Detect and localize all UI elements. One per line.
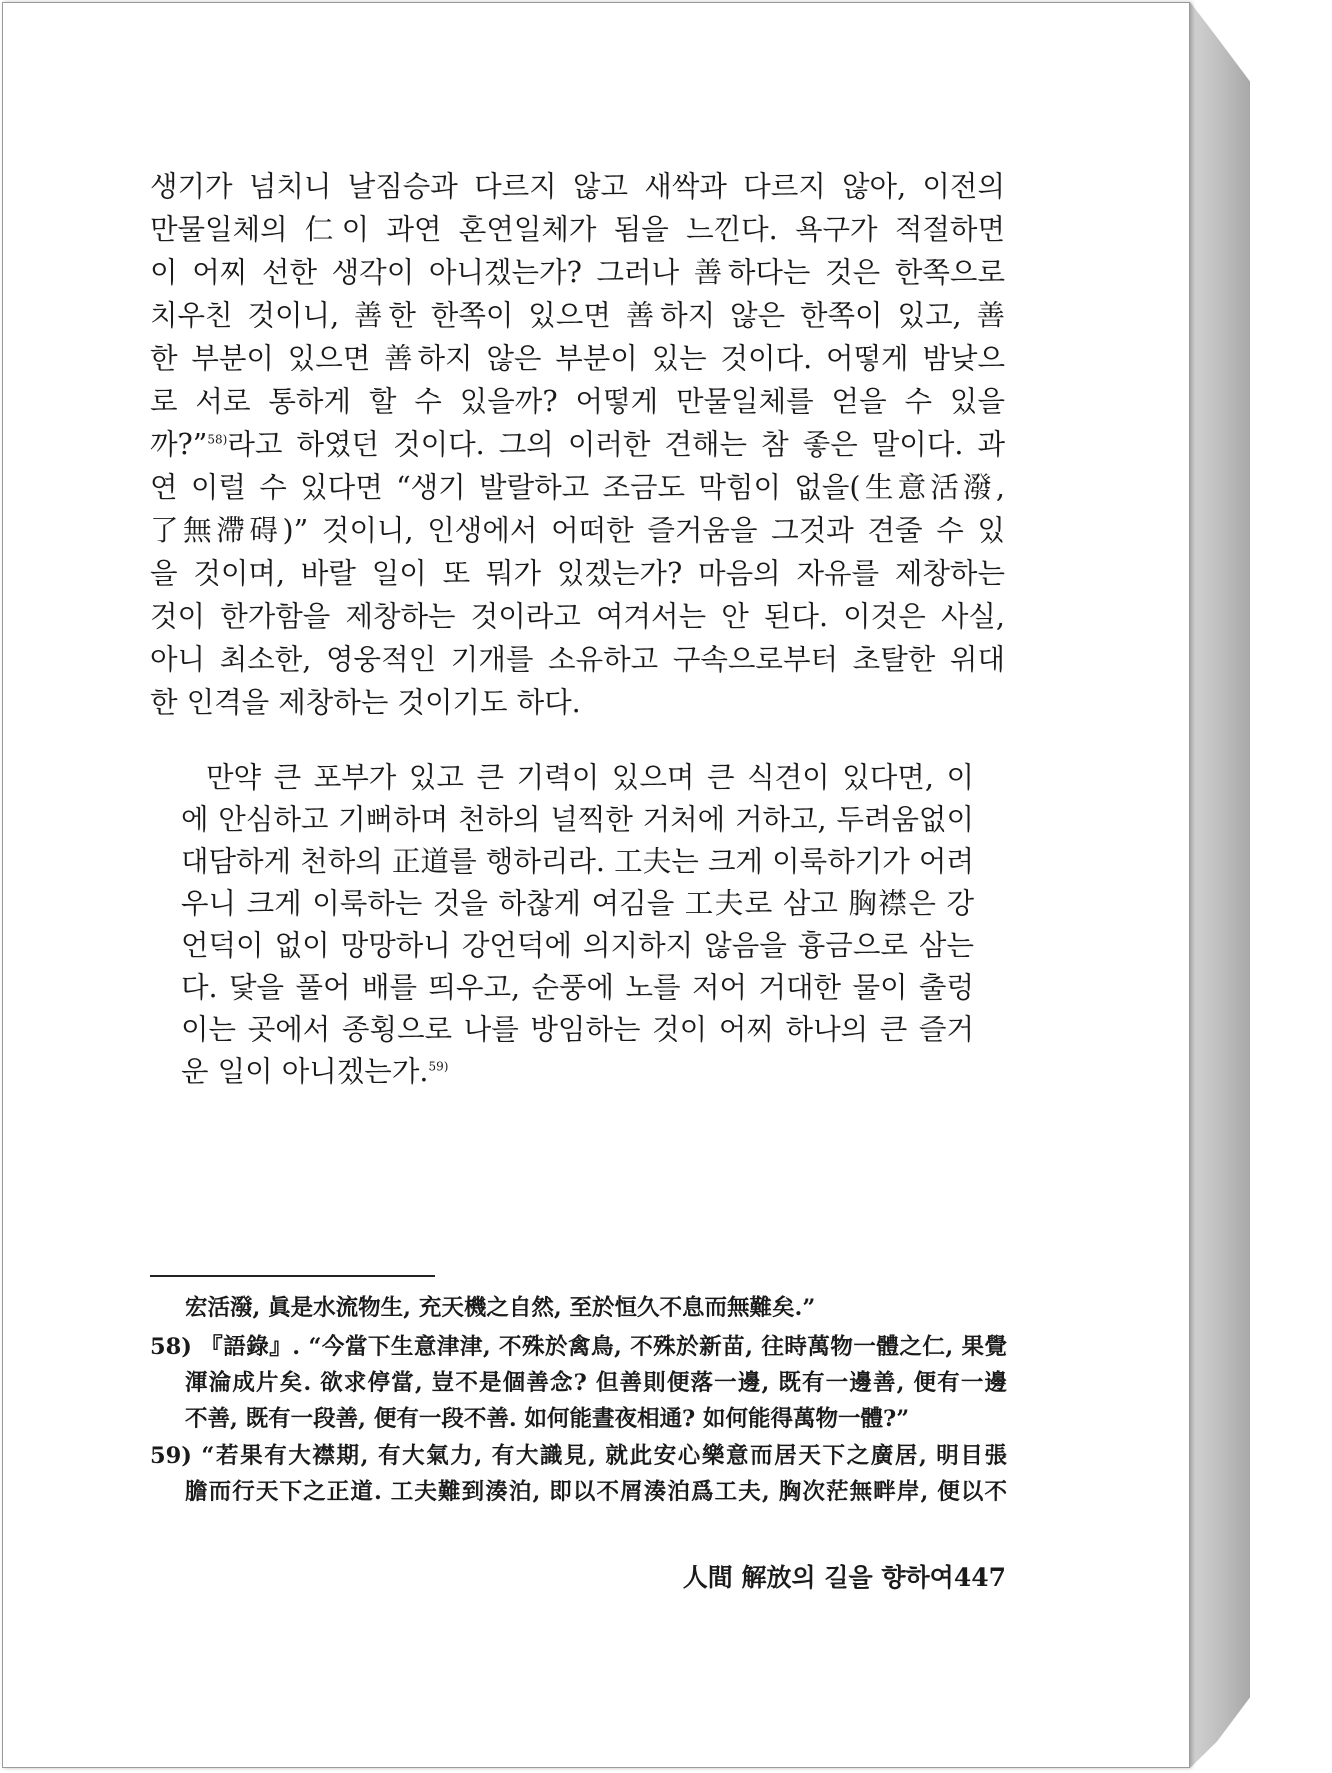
body-line: 것이 한가함을 제창하는 것이라고 여겨서는 안 된다. 이것은 사실, [150, 600, 1005, 633]
body-text: 까?” [150, 428, 208, 461]
quote-line: 만약 큰 포부가 있고 큰 기력이 있으며 큰 식견이 있다면, 이 [206, 761, 974, 794]
quote-line: 이는 곳에서 종횡으로 나를 방임하는 것이 어찌 하나의 큰 즐거 [181, 1013, 974, 1046]
body-line: 연 이럴 수 있다면 “생기 발랄하고 조금도 막힘이 없을(生意活潑, [150, 471, 1005, 504]
body-line: 만물일체의 仁이 과연 혼연일체가 됨을 느낀다. 욕구가 적절하면 [150, 213, 1005, 246]
footnote-59-line: 59) “若果有大襟期, 有大氣力, 有大識見, 就此安心樂意而居天下之廣居, 明目張 [150, 1443, 1007, 1469]
body-line: 생기가 넘치니 날짐승과 다르지 않고 새싹과 다르지 않아, 이전의 [150, 170, 1005, 203]
book-page [2, 2, 1190, 1768]
footnote-ref-59: 59) [428, 1059, 449, 1074]
footnote-continued-line: 宏活潑, 眞是水流物生, 充天機之自然, 至於恒久不息而無難矣.” [185, 1295, 816, 1321]
quote-line: 다. 닻을 풀어 배를 띄우고, 순풍에 노를 저어 거대한 물이 출렁 [181, 971, 974, 1004]
body-line: 로 서로 통하게 할 수 있을까? 어떻게 만물일체를 얻을 수 있을 [150, 385, 1005, 418]
quote-line: 우니 크게 이룩하는 것을 하찮게 여김을 工夫로 삼고 胸襟은 강 [181, 887, 974, 920]
footnote-ref-58: 58) [207, 432, 228, 447]
quote-line: 언덕이 없이 망망하니 강언덕에 의지하지 않음을 흉금으로 삼는 [181, 929, 974, 962]
quote-line-with-ref [181, 1055, 974, 1088]
running-footer [683, 1558, 1006, 1594]
footnote-58-line: 渾淪成片矣. 欲求停當, 豈不是個善念? 但善則便落一邊, 既有一邊善, 便有一邊 [185, 1370, 1007, 1396]
body-line: 아니 최소한, 영웅적인 기개를 소유하고 구속으로부터 초탈한 위대 [150, 643, 1005, 676]
body-line: 이 어찌 선한 생각이 아니겠는가? 그러나 善하다는 것은 한쪽으로 [150, 256, 1005, 289]
running-title: 人間 解放의 길을 향하여 [682, 1563, 954, 1592]
footnote-59-line: 膽而行天下之正道. 工夫難到湊泊, 即以不屑湊泊爲工夫, 胸次茫無畔岸, 便以不 [185, 1479, 1007, 1505]
quote-text: 운 일이 아니겠는가. [181, 1055, 429, 1088]
footnote-separator [150, 1275, 435, 1277]
quote-line: 대담하게 천하의 正道를 행하리라. 工夫는 크게 이룩하기가 어려 [181, 845, 974, 878]
footnote-58-line: 不善, 既有一段善, 便有一段不善. 如何能晝夜相通? 如何能得萬物一體?” [185, 1406, 910, 1432]
body-line: 한 인격을 제창하는 것이기도 하다. [150, 686, 581, 719]
body-line: 了無滯碍)” 것이니, 인생에서 어떠한 즐거움을 그것과 견줄 수 있 [150, 514, 1005, 547]
page-number: 447 [953, 1563, 1006, 1592]
footnote-58-line: 58) 『語錄』. “今當下生意津津, 不殊於禽鳥, 不殊於新苗, 往時萬物一體之仁, 果覺 [150, 1334, 1007, 1360]
quote-line: 에 안심하고 기뻐하며 천하의 널찍한 거처에 거하고, 두려움없이 [181, 803, 974, 836]
body-line: 한 부분이 있으면 善하지 않은 부분이 있는 것이다. 어떻게 밤낮으 [150, 342, 1005, 375]
body-text: 라고 하였던 것이다. 그의 이러한 견해는 참 좋은 말이다. 과 [227, 428, 1005, 461]
book-edge [1190, 2, 1250, 1768]
body-line: 을 것이며, 바랄 일이 또 뭐가 있겠는가? 마음의 자유를 제창하는 [150, 557, 1005, 590]
body-line-with-ref [150, 428, 1005, 461]
body-line: 치우친 것이니, 善한 한쪽이 있으면 善하지 않은 한쪽이 있고, 善 [150, 299, 1005, 332]
